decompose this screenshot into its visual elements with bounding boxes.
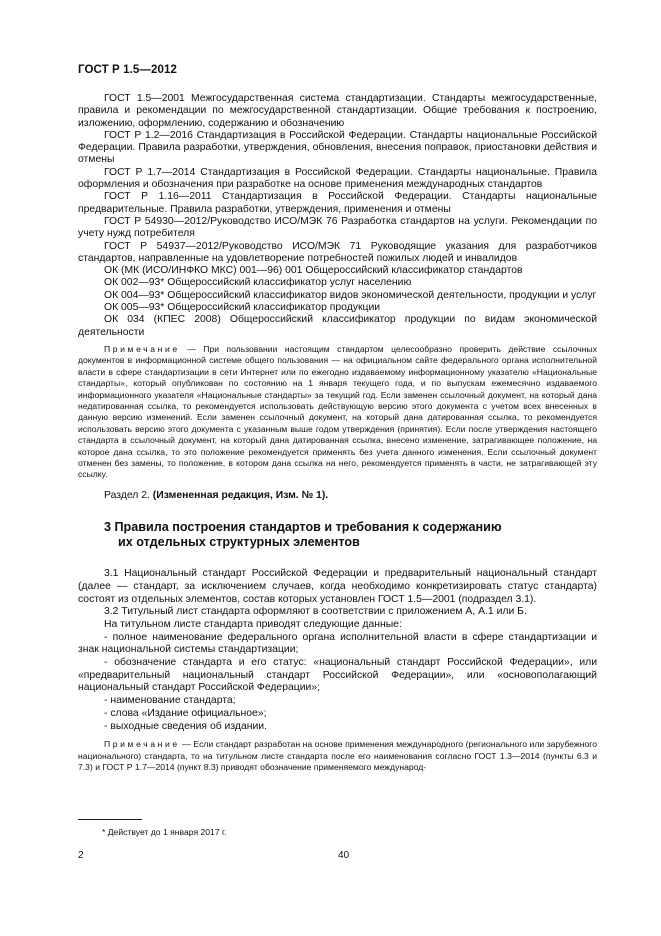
list-item: - обозначение стандарта и его статус: «национальный стандарт Российской Федерации», или «предварительный национальный стандарт Российской Федерации», или «основополагающий национальный стандарт Российской Федерации»; (78, 657, 597, 694)
section-3-heading (104, 520, 597, 550)
section-heading-line2: их отдельных структурных элементов (118, 535, 360, 550)
reference-item: ОК (МК (ИСО/ИНФКО МКС) 001—96) 001 Общероссийский классификатор стандартов (104, 265, 523, 277)
reference-item: ОК 005—93* Общероссийский классификатор продукции (104, 302, 381, 314)
amendment-prefix: Раздел 2. (104, 489, 150, 501)
amendment-reference (78, 490, 597, 502)
paragraph: 3.1 Национальный стандарт Российской Федерации и предварительный национальный стандарт (далее — стандарт, за исключением случаев, когда необходимо конкретизировать статус стандарта) состоят из отдельных элементов, состав которых установлен ГОСТ 1.5—2001 (подраздел 3.1). (78, 568, 597, 605)
note-text: — При пользовании настоящим стандартом целесообразно проверить действие ссылочных документов в информационной системе общего пользования — на официальном сайте федерального органа исполнительной власти в сфере стандартизации в сети Интернет или по ежегодно издаваемому информационному указателю «Национальные стандарты», который опубликован по состоянию на 1 января текущего года, и по выпускам ежемесячно издаваемого информационного указателя «Национальные стандарты» за текущий год. Если заменен ссылочный документ, на который дана недатированная ссылка, то рекомендуется использовать действующую версию этого документа с учетом всех внесенных в данную версию изменений. Если заменен ссылочный документ, на который дана датированная ссылка, то рекомендуется использовать версию этого документа с указанным выше годом утверждения (принятия). Если после утверждения настоящего стандарта в ссылочный документ, на который дана датированная ссылка, внесено изменение, затрагивающее положение, на которое дана ссылка, то это положение рекомендуется применять без учета данного изменения. Если ссылочный документ отменен без замены, то положение, в котором дана ссылка на него, рекомендуется применять в части, не затрагивающей эту ссылку. (78, 343, 597, 480)
reference-item: ГОСТ Р 1.2—2016 Стандартизация в Российской Федерации. Стандарты национальные Российской Федерации. Правила разработки, утверждения, обновления, внесения поправок, приостановки действия и отмены (78, 129, 597, 166)
page-content (78, 93, 597, 773)
section-3-body (78, 568, 597, 733)
note-title-page (78, 739, 597, 773)
note-label: Примечание (104, 343, 180, 354)
note-text: — Если стандарт разработан на основе применения международного (регионального или зарубежного национального) стандарта, то на титульном листе стандарта после его наименования согласно ГОСТ 1.3—2014 (пункты 6.3 и 7.3) и ГОСТ Р 1.7—2014 (пункт 8.3) приводят обозначение применяемого международ- (78, 739, 597, 773)
normative-references (78, 93, 597, 339)
page-number-left: 2 (78, 850, 84, 861)
paragraph: 3.2 Титульный лист стандарта оформляют в соответствии с приложением А, А.1 или Б. (104, 606, 527, 618)
amendment-bold: (Измененная редакция, Изм. № 1). (152, 489, 329, 501)
reference-item: ГОСТ Р 54930—2012/Руководство ИСО/МЭК 76 Разработка стандартов на услуги. Рекомендации по учету нужд потребителя (78, 215, 597, 240)
list-item: - наименование стандарта; (104, 695, 236, 707)
footnote: * Действует до 1 января 2017 г. (102, 827, 227, 837)
note-label: Примечание (104, 739, 180, 750)
reference-item: ГОСТ Р 1.7—2014 Стандартизация в Российской Федерации. Стандарты национальные. Правила оформления и обозначения при разработке на основе применения международных стандартов (78, 166, 597, 191)
section-heading-line1: 3 Правила построения стандартов и требования к содержанию (104, 520, 502, 535)
reference-item: ОК 034 (КПЕС 2008) Общероссийский классификатор продукции по видам экономической деятельности (78, 314, 597, 338)
page-number-center: 40 (338, 850, 350, 861)
paragraph: На титульном листе стандарта приводят следующие данные: (104, 618, 402, 630)
standard-header: ГОСТ Р 1.5—2012 (78, 64, 177, 76)
reference-item: ГОСТ 1.5—2001 Межгосударственная система стандартизации. Стандарты межгосударственные, правила и рекомендации по межгосударственной стандартизации. Общие требования к построению, изложению, оформлению, содержанию и обозначению (78, 93, 597, 129)
list-item: - выходные сведения об издании. (104, 720, 267, 732)
reference-item: ОК 004—93* Общероссийский классификатор видов экономической деятельности, продукции и услуг (104, 289, 597, 301)
list-item: - слова «Издание официальное»; (104, 707, 267, 719)
reference-item: ОК 002—93* Общероссийский классификатор услуг населению (104, 277, 412, 289)
note-references (78, 344, 597, 481)
reference-item: ГОСТ Р 1.16—2011 Стандартизация в Российской Федерации. Стандарты национальные предварительные. Правила разработки, утверждения, применения и отмены (78, 191, 597, 215)
list-item: - полное наименование федерального органа исполнительной власти в сфере стандартизации и знак национальной системы стандартизации; (78, 631, 597, 656)
reference-item: ГОСТ Р 54937—2012/Руководство ИСО/МЭК 71 Руководящие указания для разработчиков стандартов, направленные на удовлетворение потребностей пожилых людей и инвалидов (78, 240, 597, 264)
footnote-divider (78, 819, 142, 820)
